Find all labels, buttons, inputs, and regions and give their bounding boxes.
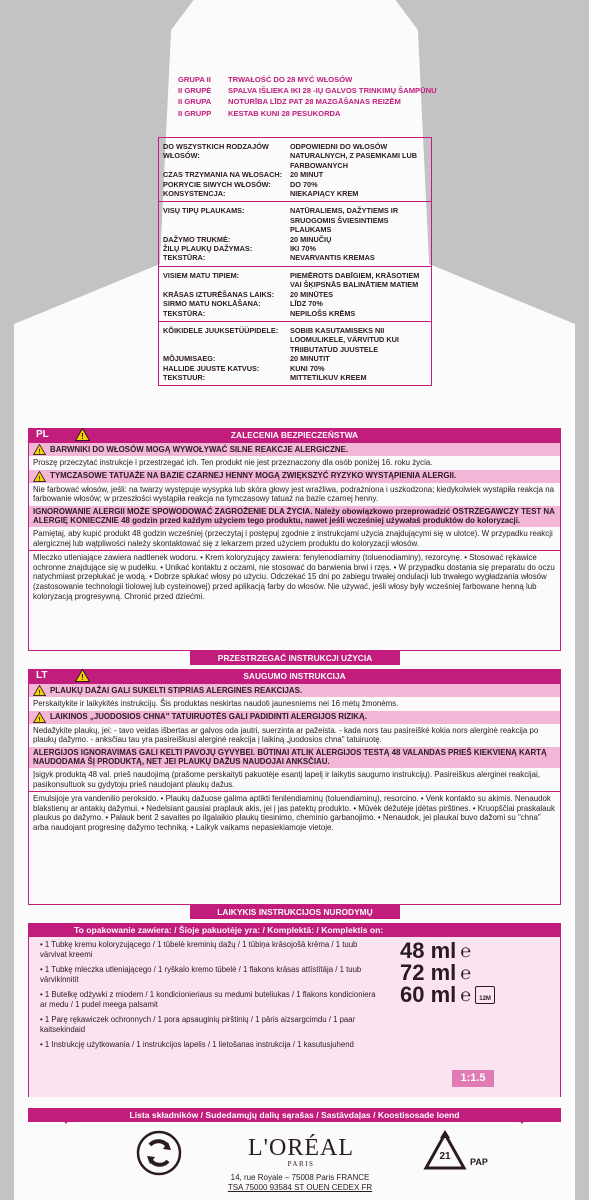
- arrow-down-icon: [56, 1110, 76, 1124]
- group-key: II GRUPA: [178, 97, 212, 107]
- lt-warning-2-text: LAIKINOS „JUODOSIOS CHNA" TATUIRUOTĖS GALI PADIDINTI ALERGIJOS RIZIKĄ.: [50, 712, 367, 722]
- spec-key: CZAS TRZYMANIA NA WŁOSACH:: [163, 170, 283, 180]
- spec-value: NIEKAPIĄCY KREM: [290, 189, 359, 199]
- spec-value: NEPILOŠS KRĒMS: [290, 308, 356, 318]
- svg-text:!: !: [38, 689, 41, 696]
- estimated-sign-icon: ℮: [460, 941, 472, 961]
- spec-value: SOBIB KASUTAMISEKS NII LOOMULIKELE, VÄRVITUD KUI TRIIBUTATUD JUUSTELE: [290, 325, 399, 354]
- spec-key: MÕJUMISAEG:: [163, 354, 216, 364]
- group-key: GRUPA II: [178, 75, 211, 84]
- warning-icon: [33, 444, 46, 455]
- spec-key: TEKSTŪRA:: [163, 253, 206, 263]
- spec-key: DO WSZYSTKICH RODZAJÓW WŁOSÓW:: [163, 142, 269, 161]
- spec-block-lt: [159, 202, 431, 266]
- pao-label: 12M: [479, 996, 491, 1002]
- pl-warning-3: IGNOROWANIE ALERGII MOŻE SPOWODOWAĆ ZAGROŻENIE DLA ŻYCIA. Należy obowiązkowo przeprowadzić OSTRZEGAWCZY TEST NA ALERGIĘ KONIECZNIE 48 godzin przed każdym użyciem tego produktu, nawet jeśli wcześniej używałaś produktów do koloryzacji.: [29, 506, 560, 527]
- spec-key: KONSYSTENCJA:: [163, 189, 226, 199]
- lt-footer: LAIKYKIS INSTRUKCIJOS NURODYMŲ: [190, 905, 400, 919]
- spec-value: LĪDZ 70%: [290, 299, 323, 309]
- spec-value: MITTETILKUV KREEM: [290, 372, 367, 382]
- warning-icon: [33, 471, 46, 482]
- address-line: 14, rue Royale – 75008 Paris FRANCE: [230, 1173, 370, 1182]
- warning-icon: [75, 669, 90, 682]
- list-item: • 1 Parę rękawiczek ochronnych / 1 pora apsauginių pirštinių / 1 pāris aizsargcimdu / 1 paar kaitsekindaid: [40, 1015, 356, 1034]
- svg-text:!: !: [38, 448, 41, 455]
- group-list: [178, 74, 438, 119]
- lt-warning-1-text: PLAUKŲ DAŽAI GALI SUKELTI STIPRIAS ALERGINES REAKCIJAS.: [50, 685, 303, 695]
- spec-value: 20 MINUČIŲ: [290, 234, 332, 244]
- lt-warning-1: [29, 684, 560, 697]
- group-key: II GRUPĖ: [178, 86, 212, 96]
- volume-list: [400, 940, 495, 1006]
- spec-key: VISŲ TIPŲ PLAUKAMS:: [163, 206, 245, 216]
- warning-icon: [33, 685, 46, 696]
- lt-text-3: Įsigyk produktą 48 val. prieš naudojimą (prašome perskaityti pakuotėje esantį lapelį ir laikytis saugumo instrukcijų). Pasireiškus alerginei reakcijai, pasikonsultuok su gydytoju prieš naudojant plaukų dažus.: [33, 769, 540, 789]
- pl-header: ZALECENIA BEZPIECZEŃSTWA: [28, 428, 561, 442]
- group-value: NOTURĪBA LĪDZ PAT 28 MAZGĀŠANAS REIZĒM: [228, 97, 401, 107]
- svg-text:!: !: [81, 432, 84, 441]
- group-row: [178, 74, 438, 85]
- lt-section: [28, 683, 561, 905]
- spec-block-pl: [159, 138, 431, 202]
- svg-text:!: !: [81, 673, 84, 682]
- lt-text-2: Nedažykite plaukų, jei: - tavo veidas išbertas ar galvos oda jautri, suerzinta ar pažeista. - kada nors tau pasireiškė kokia nors alerginė reakcija po plaukų dažymo. - anksčiau tau yra pasireiškusi alerginė reakcija į laikiną „juodosios chna" tatuiruotę.: [33, 725, 539, 745]
- pl-text-4: Mleczko utleniające zawiera nadtlenek wodoru. • Krem koloryzujący zawiera: fenylenodiaminy (toluenodiaminy), rezorcynę. • Stosować rękawice ochronne znajdujące się w pudełku. • Unikać kontaktu z oczami, nie stosować do barwienia brwi i rzęs. • W przypadku dostania się preparatu do oczu natychmiast przepłukać je wodą. • Dobrze spłukać włosy po użyciu. Odczekać 15 dni po zabiegu trwałej ondulacji lub trwałego wygładzania włosów (zastosowanie technologii tiolowej lub cysteinowej) przed aplikacją farby do włosów. Nie używać, jeśli włosy były wcześniej farbowane henną lub koloryzacją progresywną. Chronić przed dziećmi.: [29, 550, 560, 603]
- lt-text-4: Emulsijoje yra vandenilio peroksido. • Plaukų dažuose galima aptikti fenilendiaminų (toluendiaminų), resorcino. • Venk kontakto su akimis. Nenaudok blakstienų ar antakių dažymui. • Nedelsiant gausiai praplauk akis, jei į jas patektų produkto. • Mūvėk dėžutėje įdėtas pirštines. • Kruopščiai praskalauk plaukus po dažymo. • Palauk bent 2 savaites po ilgalaikio plaukų tiesinimo, cheminio garbanojimo. • Nenaudok, jei plaukai buvo dažomi su "chna" arba naudojant progresinę dažymo techniką. • Laikyk vaikams nepasiekiamoje vietoje.: [29, 791, 560, 834]
- spec-table: [158, 137, 432, 386]
- contents-header: To opakowanie zawiera: / Šioje pakuotėje yra: / Komplektā: / Komplektis on:: [28, 923, 561, 937]
- group-value: KESTAB KUNI 28 PESUKORDA: [228, 108, 341, 118]
- pl-warning-1-text: BARWNIKI DO WŁOSÓW MOGĄ WYWOŁYWAĆ SILNE REAKCJE ALERGICZNE.: [50, 444, 349, 454]
- group-row: [178, 96, 438, 107]
- recycle-pap-icon: [420, 1128, 470, 1178]
- pl-warning-1: [29, 443, 560, 456]
- recycle-number: 21: [439, 1151, 451, 1162]
- volume-value: 48 ml: [400, 938, 457, 963]
- spec-value: 20 MINUTIT: [290, 354, 330, 364]
- spec-value: 20 MINŪTES: [290, 289, 333, 299]
- spec-key: DAŽYMO TRUKMĖ:: [163, 234, 231, 244]
- lt-warning-3: ALERGIJOS IGNORAVIMAS GALI KELTI PAVOJŲ GYVYBEI. BŪTINAI ATLIK ALERGIJOS TESTĄ 48 VALANDAS PRIEŠ KIEKVIENĄ KARTĄ NAUDODAMA ŠĮ PRODUKTĄ, NET JEI PLAUKŲ DAŽUS NAUDOJAI ANKSČIAU.: [29, 747, 560, 768]
- svg-text:!: !: [38, 474, 41, 482]
- pl-section: [28, 442, 561, 651]
- spec-key: ŽILŲ PLAUKŲ DAŽYMAS:: [163, 244, 253, 254]
- address-line: TSA 75000 93584 ST OUEN CEDEX FR: [227, 1182, 373, 1192]
- spec-key: POKRYCIE SIWYCH WŁOSÓW:: [163, 179, 271, 189]
- address: [190, 1173, 410, 1192]
- spec-value: ODPOWIEDNI DO WŁOSÓW NATURALNYCH, Z PASEMKAMI LUB FARBOWANYCH: [290, 142, 418, 170]
- pl-warning-2: [29, 470, 560, 483]
- spec-value: PIEMĒROTS DABĪGIEM, KRĀSOTIEM VAI ŠĶIPSNĀS BALINĀTIEM MATIEM: [290, 270, 420, 290]
- volume-row: [400, 962, 495, 984]
- brand-name: L'ORÉAL: [248, 1135, 354, 1161]
- volume-value: 72 ml: [400, 960, 457, 985]
- pl-text-3: Pamiętaj, aby kupić produkt 48 godzin wcześniej (przeczytaj i postępuj zgodnie z instrukcjami użycia znajdującymi się w ulotce). W przypadku reakcji alergicznej lub wątpliwości należy skontaktować się z lekarzem przed użyciem produktu do koloryzacji włosów.: [33, 528, 553, 548]
- lt-lang-tag: LT: [28, 669, 72, 683]
- pl-warning-2-text: TYMCZASOWE TATUAŻE NA BAZIE CZARNEJ HENNY MOGĄ ZWIĘKSZYĆ RYZYKO WYSTĄPIENIA ALERGII.: [50, 471, 457, 481]
- warning-icon: [75, 428, 90, 441]
- svg-text:!: !: [38, 715, 41, 723]
- list-item: • 1 Tubkę kremu koloryzującego / 1 tūbelė kreminių dažų / 1 tūbiņa krāsojošā krēma / 1 tuub värvivat kreemi: [40, 940, 358, 959]
- spec-key: HALLIDE JUUSTE KATVUS:: [163, 363, 260, 373]
- recycle-label: PAP: [470, 1157, 488, 1167]
- spec-key: KÕIKIDELE JUUKSETÜÜPIDELE:: [163, 325, 279, 335]
- contents-list: [40, 940, 380, 1055]
- spec-value: IKI 70%: [290, 244, 316, 254]
- pl-footer: PRZESTRZEGAĆ INSTRUKCJI UŻYCIA: [190, 651, 400, 665]
- list-item: • 1 Butelkę odżywki z miodem / 1 kondicionieriaus su medumi buteliukas / 1 flakons kondicioniera ar medu / 1 pudel meega palsamit: [40, 990, 376, 1009]
- brand-logo: [226, 1136, 376, 1168]
- warning-icon: [33, 712, 46, 723]
- spec-key: TEKSTUUR:: [163, 372, 206, 382]
- mix-ratio: 1:1.5: [452, 1070, 494, 1087]
- volume-value: 60 ml: [400, 982, 457, 1007]
- spec-key: KRĀSAS IZTURĒŠANAS LAIKS:: [163, 289, 275, 299]
- ingredients-label: Lista składników / Sudedamųjų dalių sąrašas / Sastāvdaļas / Koostisosade loend: [28, 1108, 561, 1122]
- spec-block-et: [159, 322, 431, 385]
- lt-warning-2: [29, 711, 560, 724]
- spec-key: TEKSTŪRA:: [163, 308, 206, 318]
- spec-value: NEVARVANTIS KREMAS: [290, 253, 375, 263]
- arrow-down-icon: [512, 1110, 532, 1124]
- list-item: • 1 Tubkę mleczka utleniającego / 1 ryškalo kremo tūbelė / 1 flakons krāsas attīstītāja / 1 tuub värvikinnitit: [40, 965, 362, 984]
- volume-row: [400, 984, 495, 1006]
- spec-key: VISIEM MATU TIPIEM:: [163, 270, 240, 280]
- estimated-sign-icon: ℮: [460, 985, 472, 1005]
- lt-header: SAUGUMO INSTRUKCIJA: [28, 669, 561, 683]
- pl-text-2: Nie farbować włosów, jeśli: na twarzy występuje wysypka lub skóra głowy jest wrażliwa, podrażniona i uszkodzona; kiedykolwiek wystąpiła reakcja na farbowanie włosów; w przeszłości wystąpiła reakcja na tymczasowy tatuaż na bazie czarnej henny.: [33, 484, 555, 504]
- estimated-sign-icon: ℮: [460, 963, 472, 983]
- lt-text-1: Perskaitykite ir laikykitės instrukcijų. Šis produktas neskirtas naudoti jaunesniems nei 16 metų žmonėms.: [33, 699, 399, 708]
- pl-lang-tag: PL: [28, 428, 72, 442]
- group-value: TRWAŁOŚĆ DO 28 MYĆ WŁOSÓW: [228, 75, 353, 84]
- spec-value: KUNI 70%: [290, 363, 325, 373]
- list-item: • 1 Instrukcję użytkowania / 1 instrukcijos lapelis / 1 lietošanas instrukcija / 1 kasutusjuhend: [40, 1040, 354, 1049]
- group-row: [178, 85, 438, 96]
- group-value: SPALVA IŠLIEKA IKI 28 -IŲ GALVOS TRINKIMŲ ŠAMPŪNU: [228, 86, 437, 96]
- brand-city: PARIS: [287, 1160, 315, 1168]
- spec-value: NATŪRALIEMS, DAŽYTIEMS IR SRUOGOMIS ŠVIESINTIEMS PLAUKAMS: [290, 206, 399, 235]
- pl-text-1: Proszę przeczytać instrukcje i przestrzegać ich. Ten produkt nie jest przeznaczony dla osób poniżej 16. roku życia.: [33, 458, 433, 467]
- group-key: II GRUPP: [178, 108, 212, 118]
- spec-block-lv: [159, 267, 431, 322]
- spec-key: SIRMO MATU NOKLĀŠANA:: [163, 299, 261, 309]
- spec-value: DO 70%: [290, 179, 318, 189]
- spec-value: 20 MINUT: [290, 170, 324, 180]
- pao-icon: [475, 986, 495, 1004]
- green-dot-recycle-icon: [136, 1130, 182, 1176]
- group-row: [178, 108, 438, 119]
- volume-row: [400, 940, 495, 962]
